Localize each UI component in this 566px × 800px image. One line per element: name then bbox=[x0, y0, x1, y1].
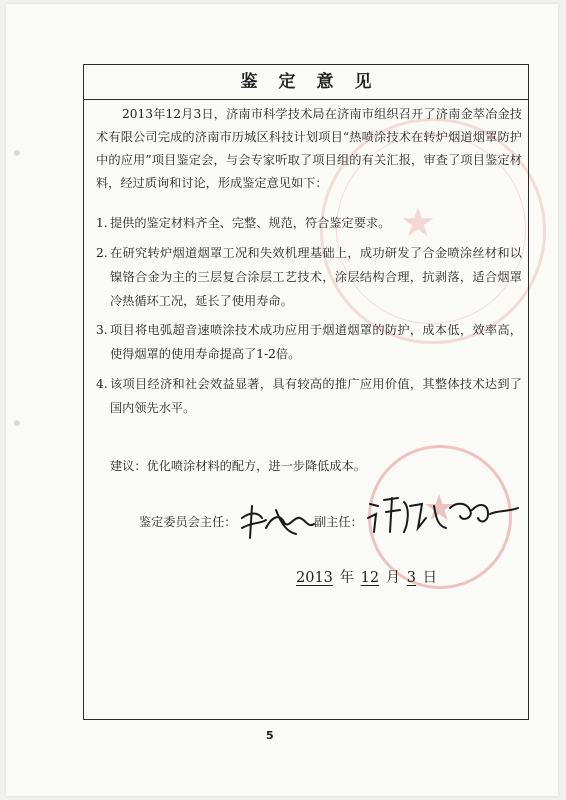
item-text: 提供的鉴定材料齐全、完整、规范，符合鉴定要求。 bbox=[110, 216, 391, 230]
punch-hole bbox=[14, 420, 20, 426]
opinion-item-2 bbox=[96, 241, 522, 313]
seal-star-icon: ★ bbox=[423, 488, 456, 529]
suggestion-text: 建议：优化喷涂材料的配方，进一步降低成本。 bbox=[110, 459, 366, 473]
date-day: 3 bbox=[406, 570, 417, 586]
item-number: 1. bbox=[96, 216, 108, 230]
date-year: 2013 bbox=[296, 570, 333, 586]
page-number: 5 bbox=[266, 729, 274, 742]
signature-row bbox=[96, 502, 522, 542]
opinion-item-1 bbox=[96, 211, 522, 235]
date-month-unit: 月 bbox=[385, 570, 401, 586]
faded-seal-star-icon: ★ bbox=[400, 200, 436, 246]
chair-label: 鉴定委员会主任： bbox=[139, 515, 237, 529]
item-text: 该项目经济和社会效益显著，具有较高的推广应用价值，其整体技术达到了国内领先水平。 bbox=[110, 377, 522, 415]
date-year-unit: 年 bbox=[339, 570, 355, 586]
item-number: 3. bbox=[96, 323, 108, 337]
signing-date bbox=[296, 566, 439, 590]
document-title: 鉴定意见 bbox=[240, 72, 393, 92]
vice-chair-label: 副主任： bbox=[314, 515, 363, 529]
title-row bbox=[83, 64, 529, 100]
opinion-item-4 bbox=[96, 372, 522, 420]
intro-paragraph: 2013年12月3日，济南市科学技术局在济南市组织召开了济南金萃冶金技术有限公司完成的济南市历城区科技计划项目“热喷涂技术在转炉烟道烟罩防护中的应用”项目鉴定会，与会专家听取了项目组的有关汇报，审查了项目鉴定材料，经过质询和讨论，形成鉴定意见如下： bbox=[96, 107, 522, 190]
date-day-unit: 日 bbox=[422, 570, 438, 586]
item-number: 4. bbox=[96, 377, 108, 391]
item-number: 2. bbox=[96, 246, 108, 260]
chair-signature bbox=[236, 498, 318, 544]
date-month: 12 bbox=[360, 570, 380, 586]
item-text: 在研究转炉烟道烟罩工况和失效机理基础上，成功研发了合金喷涂丝材和以镍铬合金为主的三层复合涂层工艺技术，涂层结构合理，抗剥落，适合烟罩冷热循环工况，延长了使用寿命。 bbox=[110, 246, 522, 308]
punch-hole bbox=[14, 150, 20, 156]
opinion-item-3 bbox=[96, 318, 522, 366]
item-text: 项目将电弧超音速喷涂技术成功应用于烟道烟罩的防护，成本低，效率高，使得烟罩的使用寿命提高了1-2倍。 bbox=[110, 323, 522, 361]
